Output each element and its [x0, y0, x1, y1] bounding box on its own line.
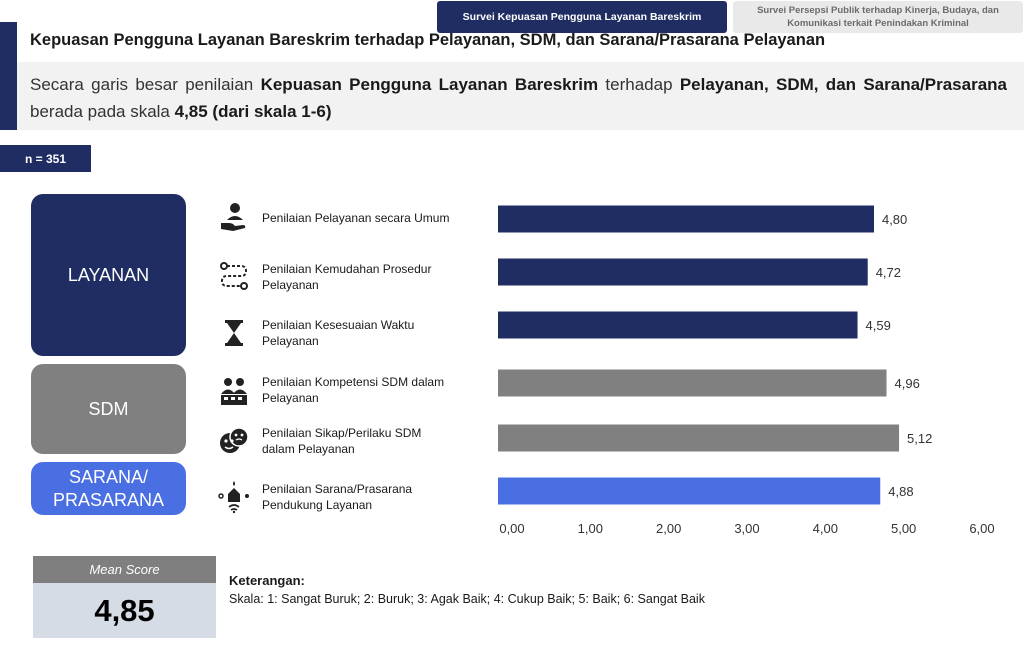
- row-label-kesesuaian-waktu: Penilaian Kesesuaian Waktu Pelayanan: [262, 318, 415, 348]
- bar-2: [498, 259, 868, 286]
- row-label-kemudahan-prosedur: Penilaian Kemudahan Prosedur Pelayanan: [262, 262, 432, 292]
- summary-part-2: terhadap: [598, 75, 680, 94]
- row-label-sarana-prasarana: Penilaian Sarana/Prasarana Pendukung Layanan: [262, 482, 413, 512]
- bar-5: [498, 425, 899, 452]
- bar-value-label-1: 4,80: [881, 212, 908, 227]
- bar-value-label-2: 4,72: [875, 265, 902, 280]
- summary-bold-1: Kepuasan Pengguna Layanan Bareskrim: [260, 75, 599, 94]
- summary-part-1: Secara garis besar penilaian: [30, 75, 261, 94]
- bar-1: [498, 206, 874, 233]
- summary-bold-2: Pelayanan, SDM, dan Sarana/Prasarana: [679, 75, 1008, 94]
- page-title: Kepuasan Pengguna Layanan Bareskrim terhadap Pelayanan, SDM, dan Sarana/Prasarana Pelayanan: [30, 31, 826, 49]
- x-tick-label-1: 1,00: [577, 521, 603, 536]
- mean-score-label: Mean Score: [33, 556, 216, 583]
- x-tick-label-0: 0,00: [499, 521, 525, 536]
- summary-part-3: berada pada skala: [30, 102, 175, 121]
- bar-value-label-6: 4,88: [888, 484, 914, 499]
- legend-title: Keterangan:: [229, 573, 305, 588]
- tab-survei-kepuasan[interactable]: Survei Kepuasan Pengguna Layanan Bareskrim: [437, 1, 727, 33]
- category-sdm: SDM: [31, 364, 186, 454]
- bar-3: [498, 312, 858, 339]
- row-label-sikap-perilaku-sdm: Penilaian Sikap/Perilaku SDM dalam Pelayanan: [262, 426, 422, 456]
- row-label-kompetensi-sdm: Penilaian Kompetensi SDM dalam Pelayanan: [262, 375, 445, 405]
- x-tick-label-5: 5,00: [890, 521, 917, 536]
- x-tick-label-2: 2,00: [656, 521, 682, 536]
- sample-size-badge: n = 351: [0, 145, 91, 172]
- legend-scale-text: Skala: 1: Sangat Buruk; 2: Buruk; 3: Agak Baik; 4: Cukup Baik; 5: Baik; 6: Sangat Baik: [229, 592, 705, 606]
- category-sarana-prasarana: SARANA/ PRASARANA: [31, 462, 186, 515]
- bar-4: [498, 370, 887, 397]
- category-layanan: LAYANAN: [31, 194, 186, 356]
- bar-value-label-3: 4,59: [865, 318, 891, 333]
- row-label-pelayanan-umum: Penilaian Pelayanan secara Umum: [262, 211, 450, 225]
- summary-bold-3: 4,85 (dari skala 1-6): [174, 102, 332, 121]
- bar-value-label-5: 5,12: [907, 431, 933, 446]
- x-tick-label-3: 3,00: [734, 521, 760, 536]
- mean-score-value: 4,85: [33, 583, 216, 638]
- tab-survei-persepsi[interactable]: Survei Persepsi Publik terhadap Kinerja, Budaya, dan Komunikasi terkait Penindakan Kriminal: [733, 1, 1023, 33]
- bar-value-label-4: 4,96: [894, 376, 920, 391]
- x-tick-label-4: 4,00: [812, 521, 838, 536]
- x-tick-label-6: 6,00: [969, 521, 995, 536]
- bar-6: [498, 478, 880, 505]
